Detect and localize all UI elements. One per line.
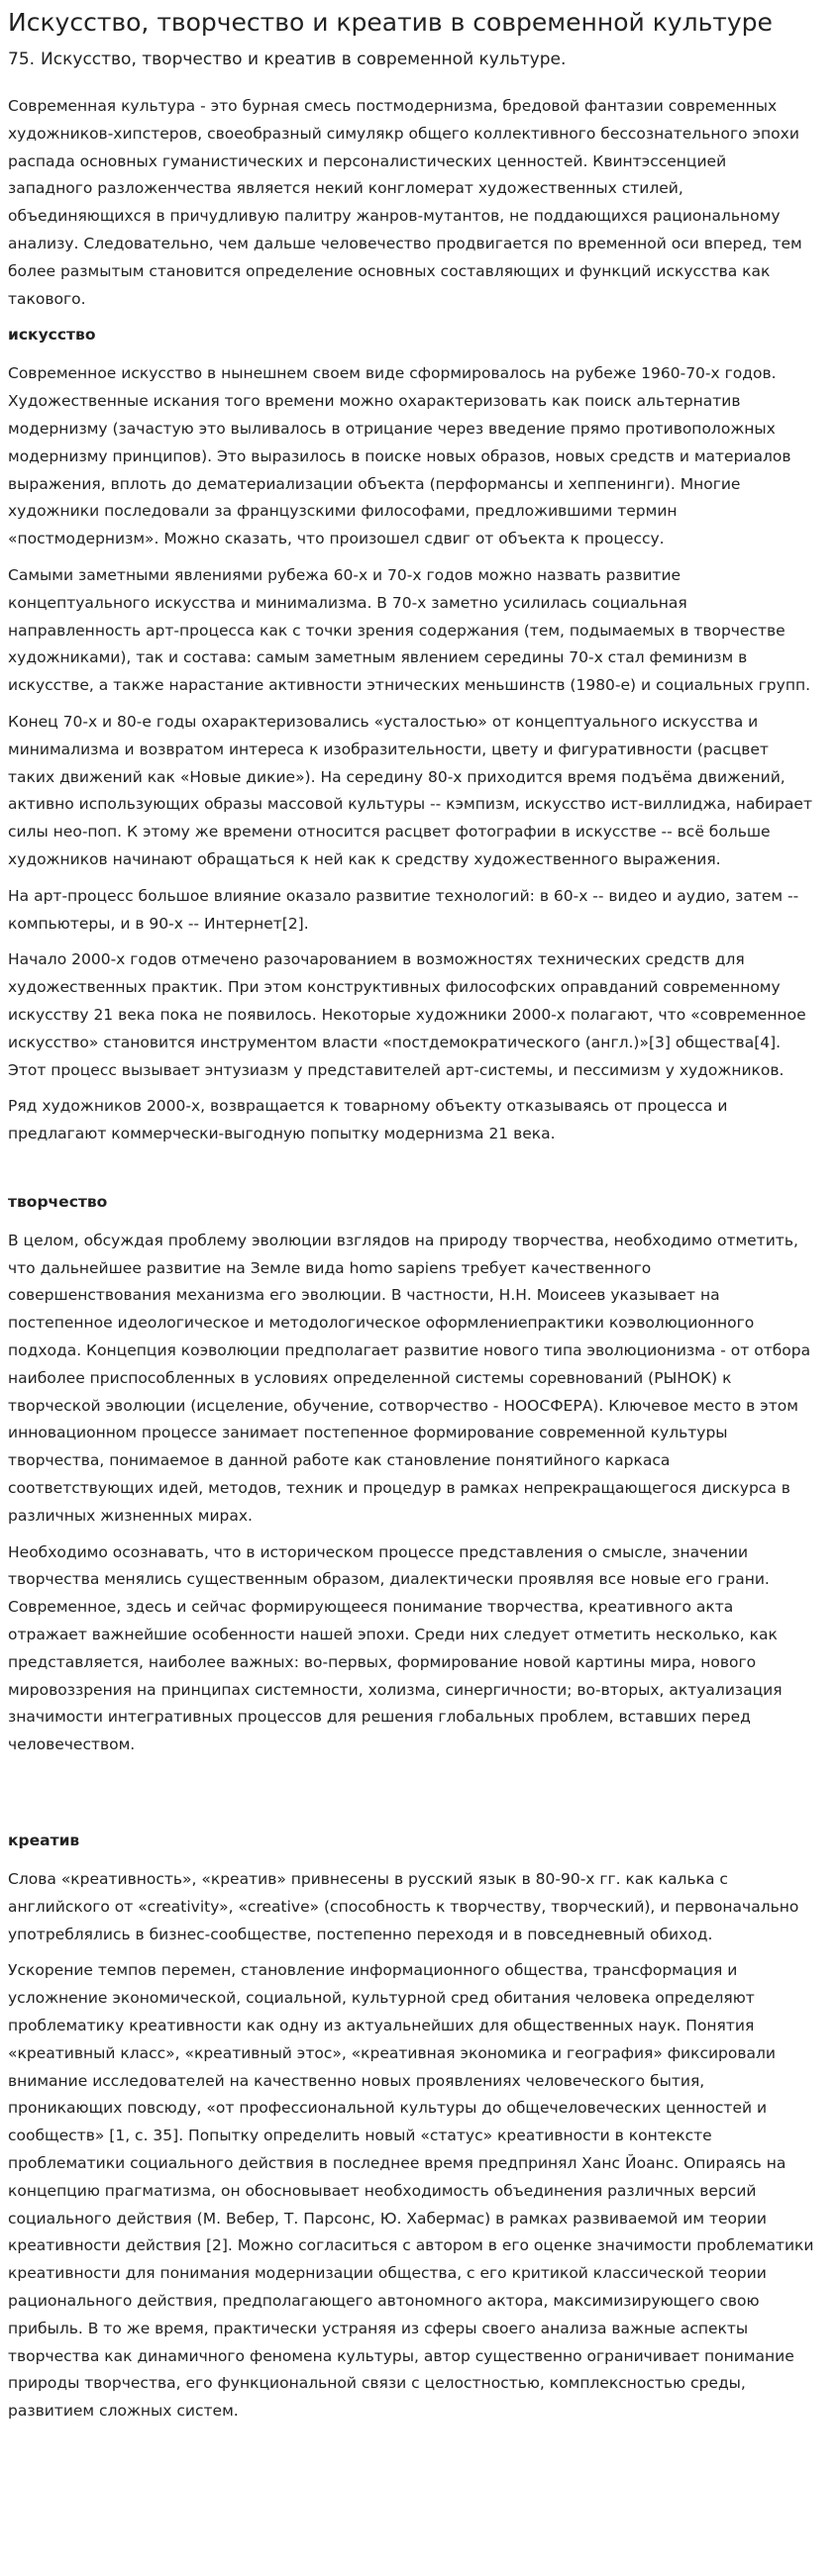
creative-section	[8, 1828, 815, 2426]
paragraph: Современное искусство в нынешнем своем виде сформировалось на рубеже 1960-70-х годов. Художественные искания того времени можно охарактеризовать как поиск альтернатив модернизму (зачастую это выливалось в отрицание через введение прямо противоположных модернизму принципов). Это выразилось в поиске новых образов, новых средств и материалов выражения, вплоть до дематериализации объекта (перформансы и хеппенинги). Многие художники последовали за французскими философами, предложившими термин «постмодернизм». Можно сказать, что произошел сдвиг от объекта к процессу.	[8, 364, 791, 548]
paragraph: В целом, обсуждая проблему эволюции взглядов на природу творчества, необходимо отметить, что дальнейшее развитие на Земле вида homo sapiens требует качественного совершенствования механизма его эволюции. В частности, Н.Н. Моисеев указывает на постепенное идеологическое и методологическое оформлениепрактики коэволюционного подхода. Концепция коэволюции предполагает развитие нового типа эволюционизма - от отбора наиболее приспособленных в условиях определенной системы соревнований (РЫНОК) к творческой эволюции (исцеление, обучение, сотворчество - НООСФЕРА). Ключевое место в этом инновационном процессе занимает постепенное формирование современной культуры творчества, понимаемое в данной работе как становление понятийного каркаса соответствующих идей, методов, техник и процедур в рамках непрекращающегося дискурса в различных жизненных мирах.	[8, 1231, 811, 1525]
page-title: Искусство, творчество и креатив в современной культуре	[8, 8, 773, 37]
paragraph: Ускорение темпов перемен, становление информационного общества, трансформация и усложнение экономической, социальной, культурной сред обитания человека определяют проблематику креативности как одну из актуальнейших для общественных наук. Понятия «креативный класс», «креативный этос», «креативная экономика и география» фиксировали внимание исследователей на качественно новых проявлениях человеческого бытия, проникающих повсюду, «от профессиональной культуры до общечеловеческих ценностей и сообществ» [1, с. 35]. Попытку определить новый «статус» креативности в контексте проблематики социального действия в последнее время предпринял Ханс Йоанс. Опираясь на концепцию прагматизма, он обосновывает необходимость объединения различных версий социального действия (М. Вебер, Т. Парсонс, Ю. Хабермас) в рамках развиваемой им теории креативности действия [2]. Можно согласиться с автором в его оценке значимости проблематики креативности для понимания модернизации общества, с его критикой классической теории рационального действия, предполагающего автономного актора, максимизирующего свою прибыль. В то же время, практически устраняя из сферы своего анализа важные аспекты творчества как динамичного феномена культуры, автор существенно ограничивает понимание природы творчества, его функциональной связи с целостностью, комплексностью среды, развитием сложных систем.	[8, 1961, 814, 2421]
paragraph: Современная культура - это бурная смесь постмодернизма, бредовой фантазии современных художников-хипстеров, своеобразный симулякр общего коллективного бессознательного эпохи распада основных гуманистических и персоналистических ценностей. Квинтэссенцией западного разложенчества является некий конгломерат художественных стилей, объединяющихся в причудливую палитру жанров-мутантов, не поддающихся рациональному анализу. Следовательно, чем дальше человечество продвигается по временной оси вперед, тем более размытым становится определение основных составляющих и функций искусства как такового.	[8, 97, 802, 308]
paragraph: Слова «креативность», «креатив» привнесены в русский язык в 80-90-х гг. как калька с английского от «creativity», «creative» (способность к творчеству, творческий), и первоначально употреблялись в бизнес-сообществе, постепенно переходя и в повседневный обиход.	[8, 1870, 799, 1943]
spacer	[8, 1768, 815, 1822]
section-heading-creative: креатив	[8, 1832, 80, 1850]
section-heading-creativity: творчество	[8, 1192, 108, 1211]
paragraph: Самыми заметными явлениями рубежа 60-х и 70-х годов можно назвать развитие концептуального искусства и минимализма. В 70-х заметно усилилась социальная направленность арт-процесса как с точки зрения содержания (тем, подымаемых в творчестве художниками), так и состава: самым заметным явлением середины 70-х стал феминизм в искусстве, а также нарастание активности этнических меньшинств (1980-е) и социальных групп.	[8, 565, 811, 695]
paragraph: Начало 2000-х годов отмечено разочарованием в возможностях технических средств для художественных практик. При этом конструктивных философских оправданий современному искусству 21 века пока не появилось. Некоторые художники 2000-х полагают, что «современное искусство» становится инструментом власти «постдемократического (англ.)»[3] общества[4]. Этот процесс вызывает энтузиазм у представителей арт-системы, и пессимизм у художников.	[8, 950, 806, 1079]
creativity-section	[8, 1189, 815, 1759]
article-number: 75.	[8, 50, 36, 69]
paragraph: На арт-процесс большое влияние оказало развитие технологий: в 60-х -- видео и аудио, затем -- компьютеры, и в 90-х -- Интернет[2].	[8, 886, 799, 933]
spacer	[8, 1157, 815, 1183]
article-title: Искусство, творчество и креатив в современной культуре.	[41, 50, 567, 69]
intro-section	[8, 93, 815, 313]
paragraph: Необходимо осознавать, что в историческом процессе представления о смысле, значении творчества менялись существенным образом, диалектически проявляя все новые его грани. Современное, здесь и сейчас формирующееся понимание творчества, креативного акта отражает важнейшие особенности нашей эпохи. Среди них следует отметить несколько, как представляется, наиболее важных: во-первых, формирование новой картины мира, нового мировоззрения на принципах системности, холизма, синергичности; во-вторых, актуализация значимости интегративных процессов для решения глобальных проблем, вставших перед человечеством.	[8, 1542, 783, 1754]
article-subtitle	[8, 48, 815, 71]
art-section	[8, 322, 815, 1148]
section-heading-art: искусство	[8, 326, 96, 345]
paragraph: Конец 70-х и 80-е годы охарактеризовались «усталостью» от концептуального искусства и минимализма и возвратом интереса к изобразительности, цвету и фигуративности (расцвет таких движений как «Новые дикие»). На середину 80-х приходится время подъёма движений, активно использующих образы массовой культуры -- кэмпизм, искусство ист-виллиджа, набирает силы нео-поп. К этому же времени относится расцвет фотографии в искусстве -- всё больше художников начинают обращаться к ней как к средству художественного выражения.	[8, 712, 812, 868]
paragraph: Ряд художников 2000-х, возвращается к товарному объекту отказываясь от процесса и предлагают коммерчески-выгодную попытку модернизма 21 века.	[8, 1097, 728, 1143]
